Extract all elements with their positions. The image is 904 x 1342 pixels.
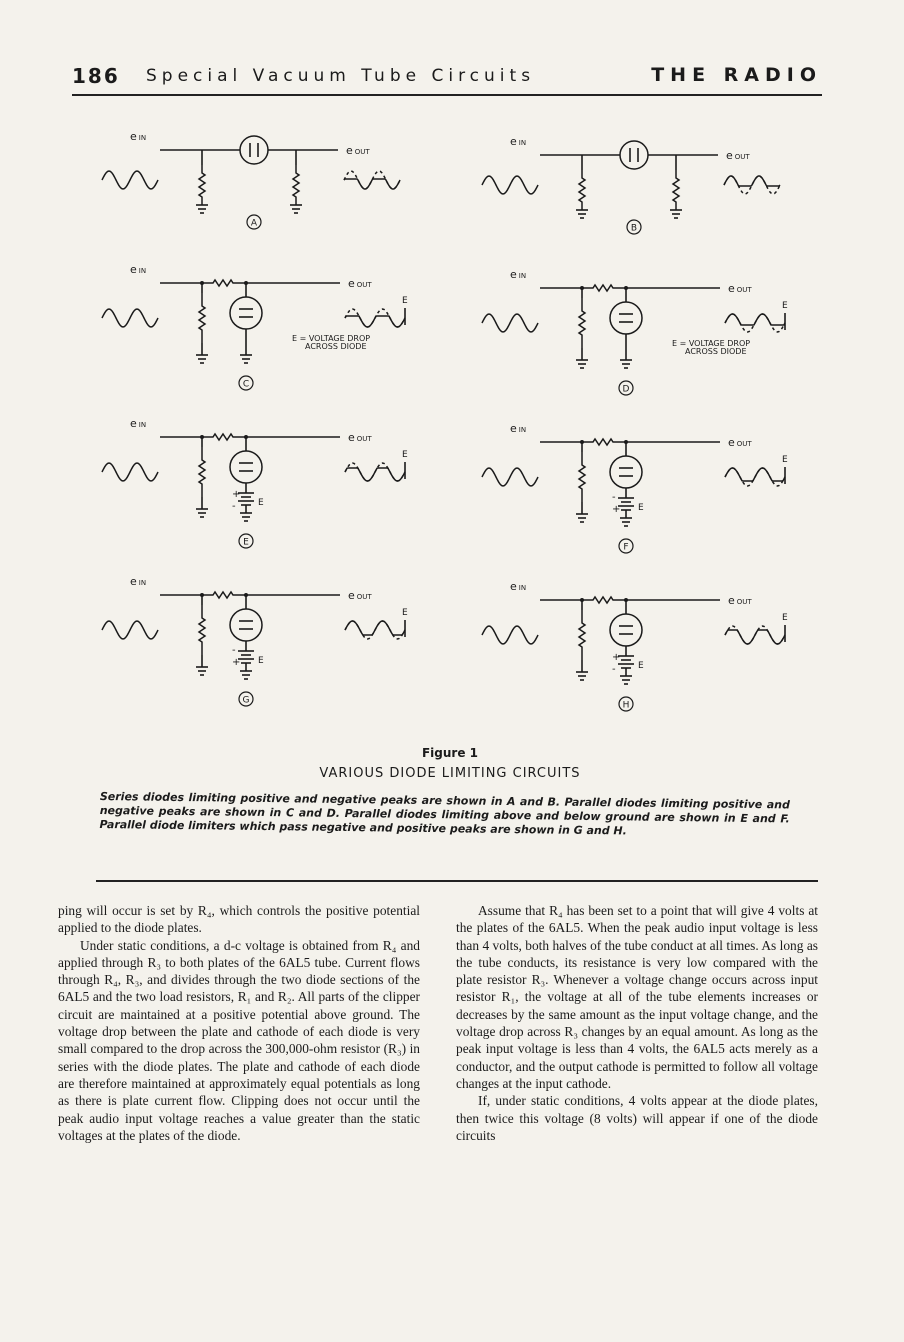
resistor <box>200 592 246 598</box>
divider <box>96 880 818 882</box>
battery-sign: - <box>232 501 236 512</box>
body-column-right <box>456 902 818 1144</box>
waveform-clipped <box>345 621 405 635</box>
circuit-d <box>482 268 788 395</box>
circuit-g <box>102 575 408 706</box>
waveform <box>345 309 405 327</box>
diode-tube <box>610 302 642 334</box>
battery-e-label: E <box>638 661 644 671</box>
e-label: E <box>402 608 408 618</box>
circuit-label: D <box>622 384 630 395</box>
waveform <box>725 626 785 644</box>
eout-label: e OUT <box>728 282 752 295</box>
figure-canvas <box>0 100 904 750</box>
circuit-b <box>482 135 780 234</box>
battery-sign: + <box>612 652 621 663</box>
resistor <box>199 447 205 497</box>
ein-label: e IN <box>130 575 147 588</box>
e-label: E <box>782 455 788 465</box>
voltage-drop-note: E = VOLTAGE DROP <box>292 334 371 343</box>
eout-label: e OUT <box>348 431 372 444</box>
waveform <box>482 468 538 486</box>
waveform-clipped <box>724 176 780 186</box>
waveform-clipped <box>725 630 785 644</box>
e-label: E <box>402 450 408 460</box>
diode-tube <box>230 297 262 329</box>
ein-label: e IN <box>130 263 147 276</box>
resistor <box>580 597 626 603</box>
circuit-label: G <box>242 695 250 706</box>
resistor <box>293 165 299 205</box>
diode-tube <box>610 614 642 646</box>
paragraph: Under static conditions, a d-c voltage is obtained from R₄ and applied through R₃ to both plates of the 6AL5 tube. Current flows through R₄, R₃, and divides through the two diode sections of the 6AL5 and the two load resistors, R₁ and R₂. All parts of the clipper circuit are maintained at a positive potential above ground. The voltage drop between the plate and cathode of each diode is very small compared to the drop across the 300,000-ohm resistor (R₃) in series with the diode plates. The plate and cathode of each diode are therefore maintained at approximately equal potentials as long as there is plate current flow. Clipping does not occur until the peak audio input voltage reaches a value greater than the static voltages at the plates of the diode. <box>58 937 420 1143</box>
waveform <box>482 314 538 332</box>
circuit-label: H <box>622 700 630 711</box>
battery-sign: - <box>612 664 616 675</box>
ein-label: e IN <box>510 268 527 281</box>
ein-label: e IN <box>510 135 527 148</box>
ein-label: e IN <box>510 580 527 593</box>
battery-e-label: E <box>638 503 644 513</box>
battery-sign: + <box>232 489 241 500</box>
e-label: E <box>782 301 788 311</box>
battery-sign: - <box>612 492 616 503</box>
waveform <box>102 309 158 327</box>
resistor <box>579 298 585 348</box>
paragraph: If, under static conditions, 4 volts appear at the diode plates, then twice this voltage (8 volts) will appear if one of the diode circuits <box>456 1093 818 1143</box>
circuit-c <box>102 263 408 390</box>
waveform <box>102 621 158 639</box>
paragraph: ping will occur is set by R₄, which controls the positive potential applied to the diode plates. <box>58 903 420 936</box>
resistor <box>579 610 585 660</box>
waveform <box>482 626 538 644</box>
waveform <box>345 621 405 639</box>
diode-tube <box>620 141 648 169</box>
circuit-h <box>482 580 788 711</box>
diode-tube <box>240 136 268 164</box>
circuit-e <box>102 417 408 548</box>
waveform <box>102 463 158 481</box>
resistor <box>580 439 626 445</box>
waveform <box>102 171 158 189</box>
body-column-left <box>58 902 420 1144</box>
diode-tube <box>230 609 262 641</box>
waveform <box>725 468 785 486</box>
circuit-label: C <box>242 379 250 390</box>
battery-sign: + <box>232 657 241 668</box>
ein-label: e IN <box>130 417 147 430</box>
paragraph: Assume that R₄ has been set to a point that will give 4 volts at the plates of the 6AL5. When the peak audio input voltage is less than 4 volts, both halves of the tube conduct at all times. As long as the tube conducts, its resistance is very low compared with the plate resistor R₃. Whenever a voltage change occurs across input resistor R₁, the voltage at all of the tube elements increases or decreases by the same amount as the input voltage change, and the voltage drop across R₃ changes by an equal amount. As long as the peak input voltage is less than 4 volts, the 6AL5 acts merely as a conductor, and the output cathode is permitted to follow all voltage changes at the input cathode. <box>456 903 818 1091</box>
ein-label: e IN <box>130 130 147 143</box>
resistor <box>673 170 679 210</box>
resistor <box>199 293 205 343</box>
resistor <box>579 170 585 210</box>
ein-label: e IN <box>510 422 527 435</box>
waveform <box>345 463 405 481</box>
waveform-clipped <box>344 179 400 189</box>
e-label: E <box>402 296 408 306</box>
running-title: Special Vacuum Tube Circuits <box>146 66 536 86</box>
voltage-drop-note: E = VOLTAGE DROP <box>672 339 751 348</box>
resistor <box>580 285 626 291</box>
page-number: 186 <box>72 64 120 88</box>
eout-label: e OUT <box>348 277 372 290</box>
voltage-drop-note: ACROSS DIODE <box>685 347 747 356</box>
eout-label: e OUT <box>346 144 370 157</box>
voltage-drop-note: ACROSS DIODE <box>305 342 367 351</box>
battery-sign: + <box>612 504 621 515</box>
resistor <box>199 165 205 205</box>
circuit-label: E <box>243 537 249 548</box>
battery-sign: - <box>232 645 236 656</box>
eout-label: e OUT <box>348 589 372 602</box>
resistor <box>200 434 246 440</box>
waveform-clipped <box>345 468 405 481</box>
waveform-clipped <box>725 468 785 481</box>
eout-label: e OUT <box>728 594 752 607</box>
battery-e-label: E <box>258 498 264 508</box>
figure-diode-limiters <box>0 100 904 750</box>
circuit-label: B <box>630 223 638 234</box>
circuit-a <box>102 130 400 229</box>
resistor <box>579 452 585 502</box>
circuit-label: F <box>623 542 629 553</box>
page-header <box>72 60 822 96</box>
figure-caption: Series diodes limiting positive and negative peaks are shown in A and B. Parallel diodes limiting positive and negative peaks are shown in C and D. Parallel diodes limiting above and below ground are shown in E and F. Parallel diode limiters which pass negative and positive peaks are shown in G and H. <box>99 790 790 838</box>
resistor <box>200 280 246 286</box>
circuit-f <box>482 422 788 553</box>
waveform <box>725 314 785 332</box>
e-label: E <box>782 613 788 623</box>
figure-title: VARIOUS DIODE LIMITING CIRCUITS <box>319 766 581 781</box>
eout-label: e OUT <box>726 149 750 162</box>
resistor <box>199 605 205 655</box>
diode-tube <box>230 451 262 483</box>
waveform <box>482 176 538 194</box>
diode-tube <box>610 456 642 488</box>
eout-label: e OUT <box>728 436 752 449</box>
circuit-label: A <box>250 218 258 229</box>
figure-label: Figure 1 <box>421 746 479 760</box>
section-title: THE RADIO <box>651 64 822 86</box>
battery-e-label: E <box>258 656 264 666</box>
